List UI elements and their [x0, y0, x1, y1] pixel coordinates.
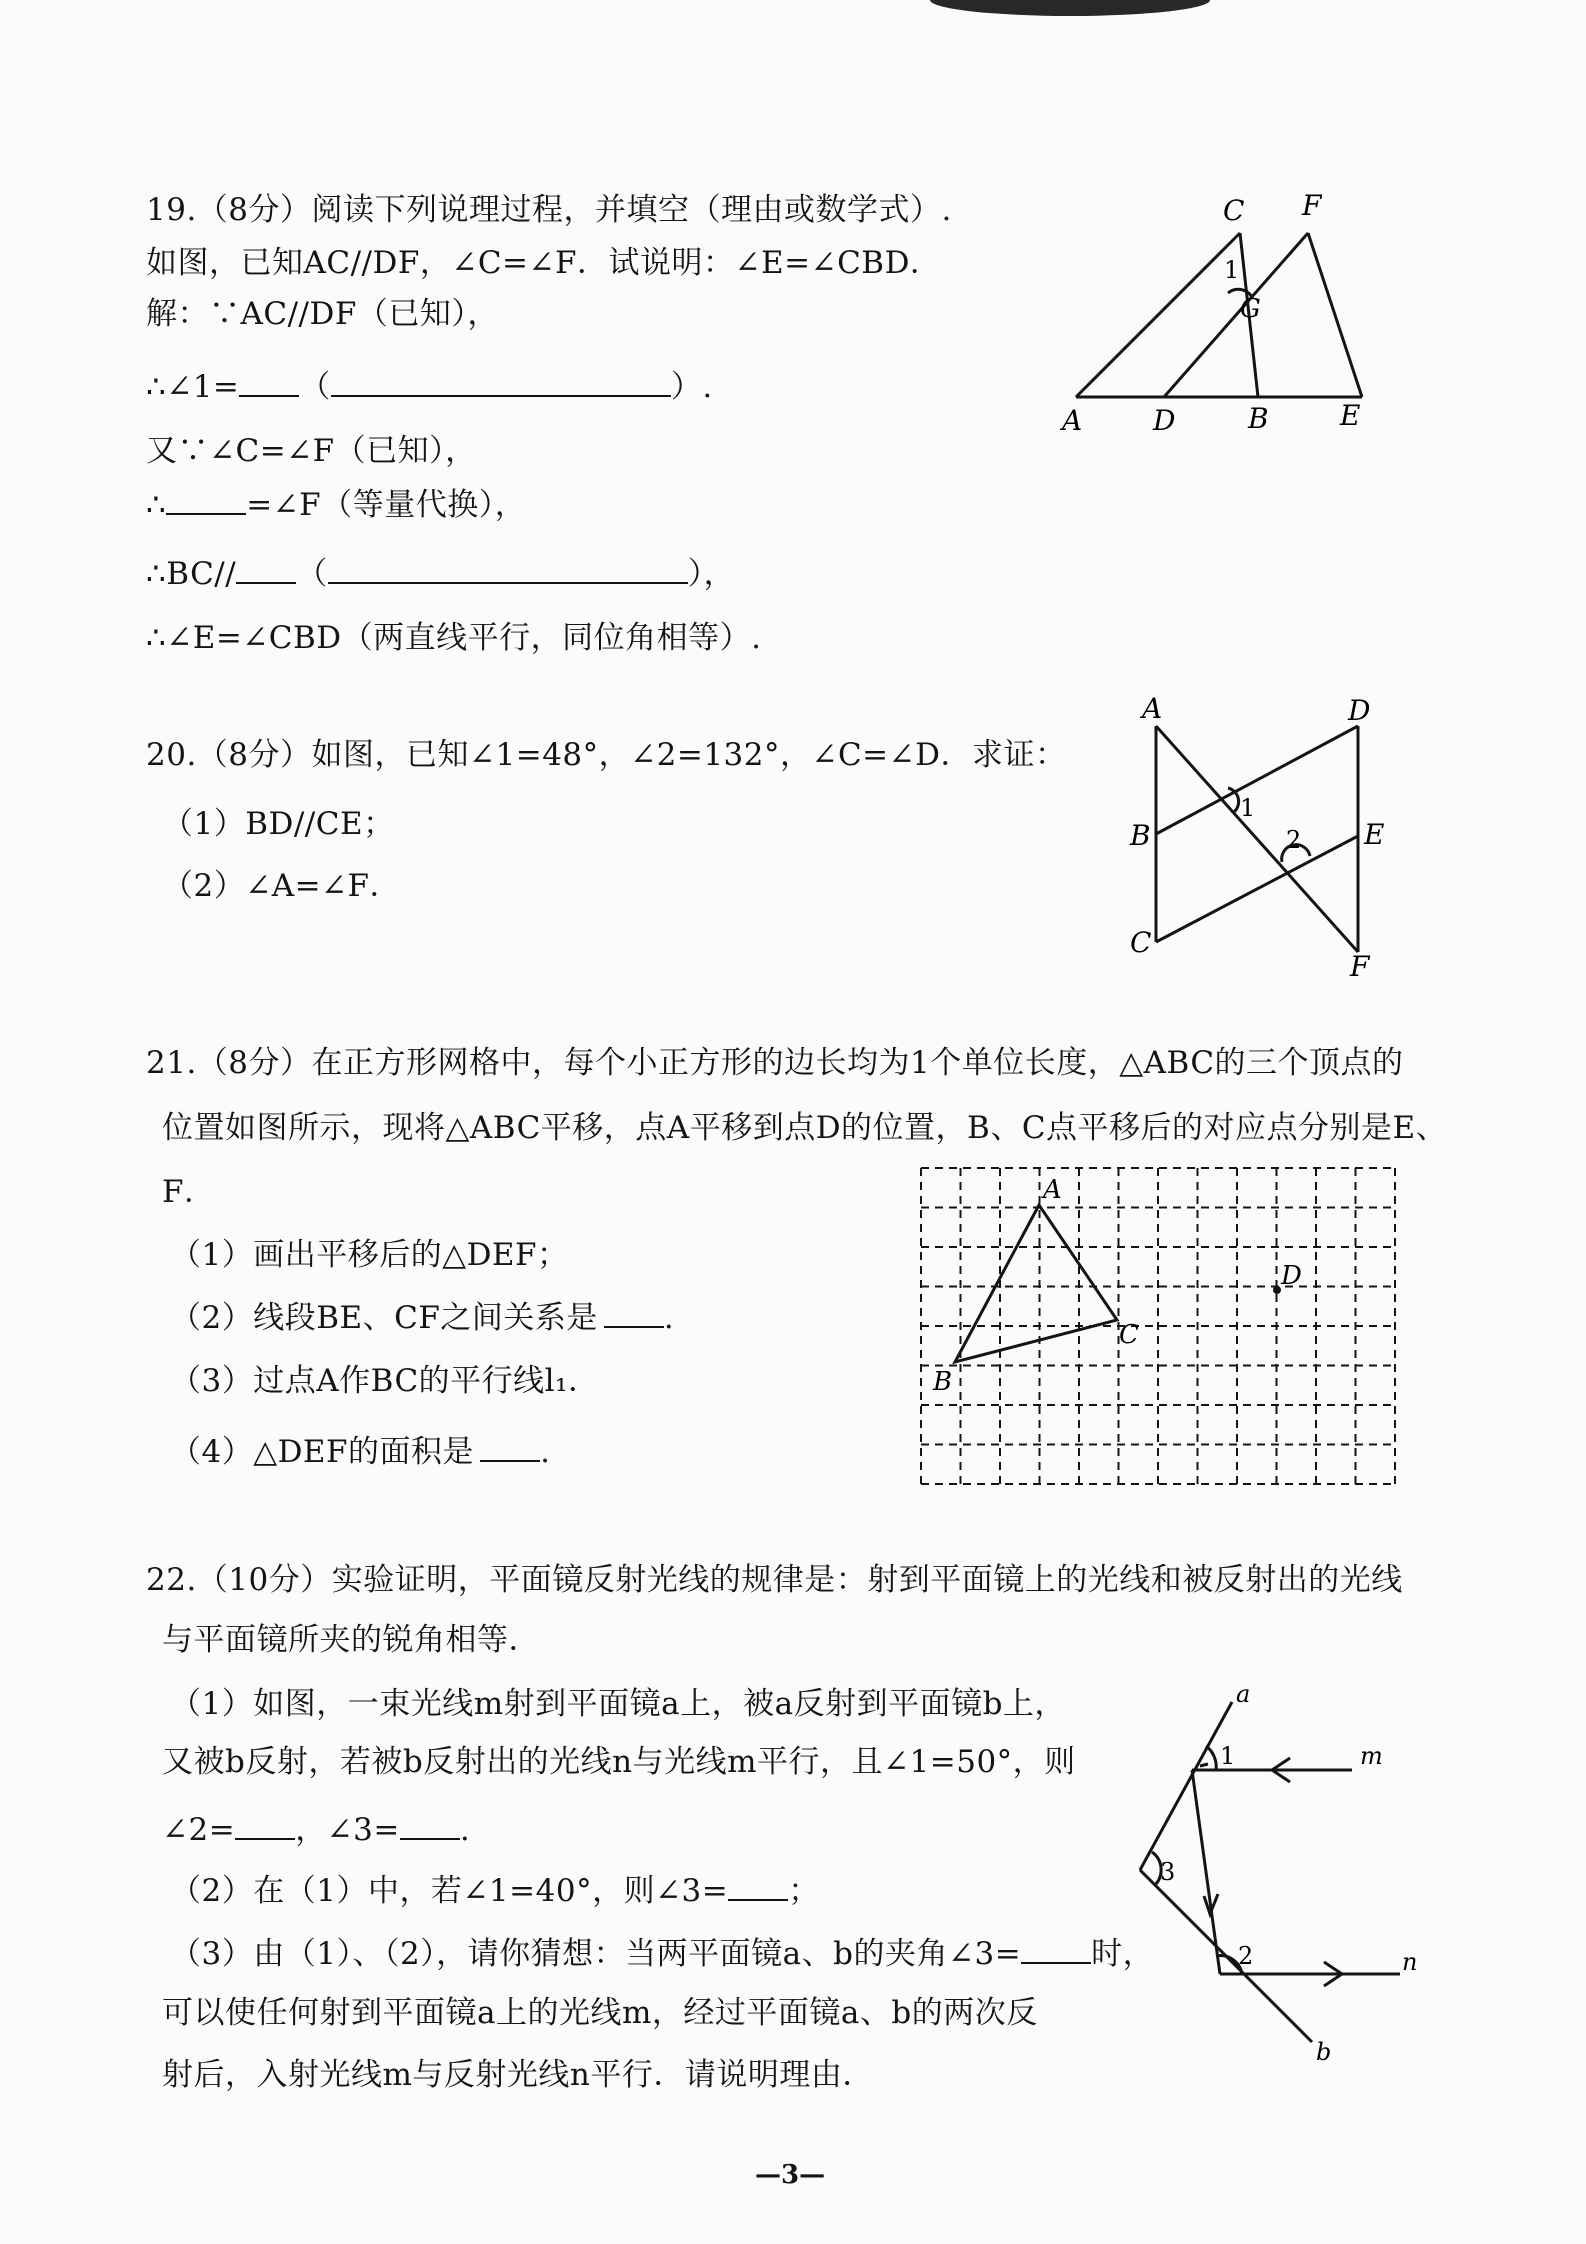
q21-part2: （2）线段BE、CF之间关系是 .: [170, 1296, 674, 1338]
q19-label-B: B: [1248, 402, 1269, 435]
q22-line1: 22.（10分）实验证明，平面镜反射光线的规律是：射到平面镜上的光线和被反射出的光线: [146, 1562, 1403, 1598]
q21-label-A: A: [1043, 1175, 1062, 1205]
q22-p2: （2）在（1）中，若∠1=40°，则∠3= ；: [170, 1869, 820, 1911]
q21-blank-relation[interactable]: [604, 1296, 664, 1328]
q20-title: 20.（8分）如图，已知∠1=48°，∠2=132°，∠C=∠D．求证：: [146, 737, 1067, 773]
q20-label-D: D: [1348, 694, 1371, 727]
q21-grid: [921, 1168, 1395, 1484]
q19-step2: ∴∠1= （ ）.: [146, 365, 713, 407]
q20-label-2: 2: [1286, 826, 1302, 854]
q20-line-CE: [1156, 836, 1358, 942]
q19-blank-reason1[interactable]: [331, 365, 671, 397]
q19-step4: ∴ =∠F（等量代换），: [146, 483, 526, 525]
scan-smudge: [930, 0, 1210, 16]
q21-line2: 位置如图所示，现将△ABC平移，点A平移到点D的位置，B、C点平移后的对应点分别是E、: [162, 1110, 1448, 1146]
q22-p3c: 射后，入射光线m与反射光线n平行．请说明理由．: [162, 2057, 874, 2093]
q19-label-F: F: [1302, 189, 1322, 222]
q19-given: 如图，已知AC//DF，∠C=∠F．试说明：∠E=∠CBD．: [146, 245, 942, 281]
q20-label-1: 1: [1240, 794, 1256, 822]
q19-title: 19.（8分）阅读下列说理过程，并填空（理由或数学式）.: [146, 192, 952, 228]
q22-line2: 与平面镜所夹的锐角相等．: [162, 1622, 540, 1658]
q20-line-AF: [1156, 726, 1358, 952]
q20-label-F: F: [1350, 950, 1370, 980]
page-number: —3—: [755, 2160, 826, 2190]
q19-label-G: G: [1240, 294, 1261, 324]
q22-label-b: b: [1316, 2038, 1332, 2066]
q22-label-3: 3: [1160, 1858, 1176, 1886]
q21-label-D: D: [1281, 1261, 1302, 1291]
q19-blank-angle1[interactable]: [239, 365, 299, 397]
q19-step3: 又∵∠C=∠F（已知），: [146, 433, 477, 469]
q20-label-A: A: [1142, 692, 1163, 725]
q20-part2: （2）∠A=∠F．: [162, 868, 402, 904]
q22-p1c: ∠2= ，∠3= .: [162, 1808, 470, 1850]
q21-part3: （3）过点A作BC的平行线l₁．: [170, 1363, 600, 1399]
q22-p1b: 又被b反射，若被b反射出的光线n与光线m平行，且∠1=50°，则: [162, 1744, 1076, 1780]
q21-grid-figure: [915, 1160, 1405, 1500]
q20-label-B: B: [1130, 819, 1151, 852]
q21-point-D: [1273, 1286, 1281, 1294]
q19-line-FE: [1308, 233, 1362, 397]
q19-label-C: C: [1223, 194, 1245, 227]
q22-label-1: 1: [1220, 1742, 1236, 1770]
q19-blank-line[interactable]: [236, 552, 296, 584]
q21-part1: （1）画出平移后的△DEF；: [170, 1237, 569, 1273]
q19-line-AC: [1076, 233, 1240, 397]
q22-ray-middle: [1192, 1770, 1220, 1974]
q22-label-a: a: [1236, 1680, 1251, 1708]
q22-blank-angle2[interactable]: [235, 1808, 295, 1840]
q21-label-C: C: [1119, 1320, 1139, 1350]
q19-figure: [1040, 185, 1380, 445]
q22-label-m: m: [1360, 1742, 1383, 1770]
q19-label-1: 1: [1224, 256, 1240, 284]
q22-p3a: （3）由（1）、（2），请你猜想：当两平面镜a、b的夹角∠3= 时，: [170, 1932, 1154, 1974]
q19-blank-angle2[interactable]: [166, 483, 246, 515]
q19-label-D: D: [1153, 404, 1176, 437]
q19-step1: 解：∵AC//DF（已知），: [146, 296, 499, 332]
q22-p1a: （1）如图，一束光线m射到平面镜a上，被a反射到平面镜b上，: [170, 1686, 1066, 1722]
q21-line3: F．: [162, 1174, 216, 1210]
q21-triangle-ABC: [955, 1205, 1117, 1362]
q20-line-BD: [1156, 726, 1358, 834]
q20-part1: （1）BD//CE；: [162, 806, 395, 842]
q20-label-C: C: [1130, 926, 1152, 959]
q20-figure: [1110, 690, 1410, 980]
q22-label-n: n: [1402, 1948, 1418, 1976]
q22-mirror-a-upper: [1140, 1702, 1232, 1870]
q19-label-E: E: [1340, 399, 1361, 432]
q20-label-E: E: [1364, 818, 1385, 851]
q21-label-B: B: [933, 1367, 953, 1397]
q19-blank-reason2[interactable]: [328, 552, 688, 584]
q19-step5: ∴BC// （ ），: [146, 552, 735, 594]
q19-label-A: A: [1062, 404, 1083, 437]
q21-blank-area[interactable]: [480, 1430, 540, 1462]
q22-blank-angle3-b[interactable]: [728, 1869, 788, 1901]
q22-mirror-figure: [1060, 1680, 1430, 2070]
q22-label-2: 2: [1238, 1942, 1254, 1970]
q22-p3b: 可以使任何射到平面镜a上的光线m，经过平面镜a、b的两次反: [162, 1995, 1038, 2031]
q19-step6: ∴∠E=∠CBD（两直线平行，同位角相等）.: [146, 620, 762, 656]
q21-line1: 21.（8分）在正方形网格中，每个小正方形的边长均为1个单位长度，△ABC的三个顶点的: [146, 1045, 1404, 1081]
q21-part4: （4）△DEF的面积是 .: [170, 1430, 550, 1472]
q22-blank-angle3[interactable]: [400, 1808, 460, 1840]
